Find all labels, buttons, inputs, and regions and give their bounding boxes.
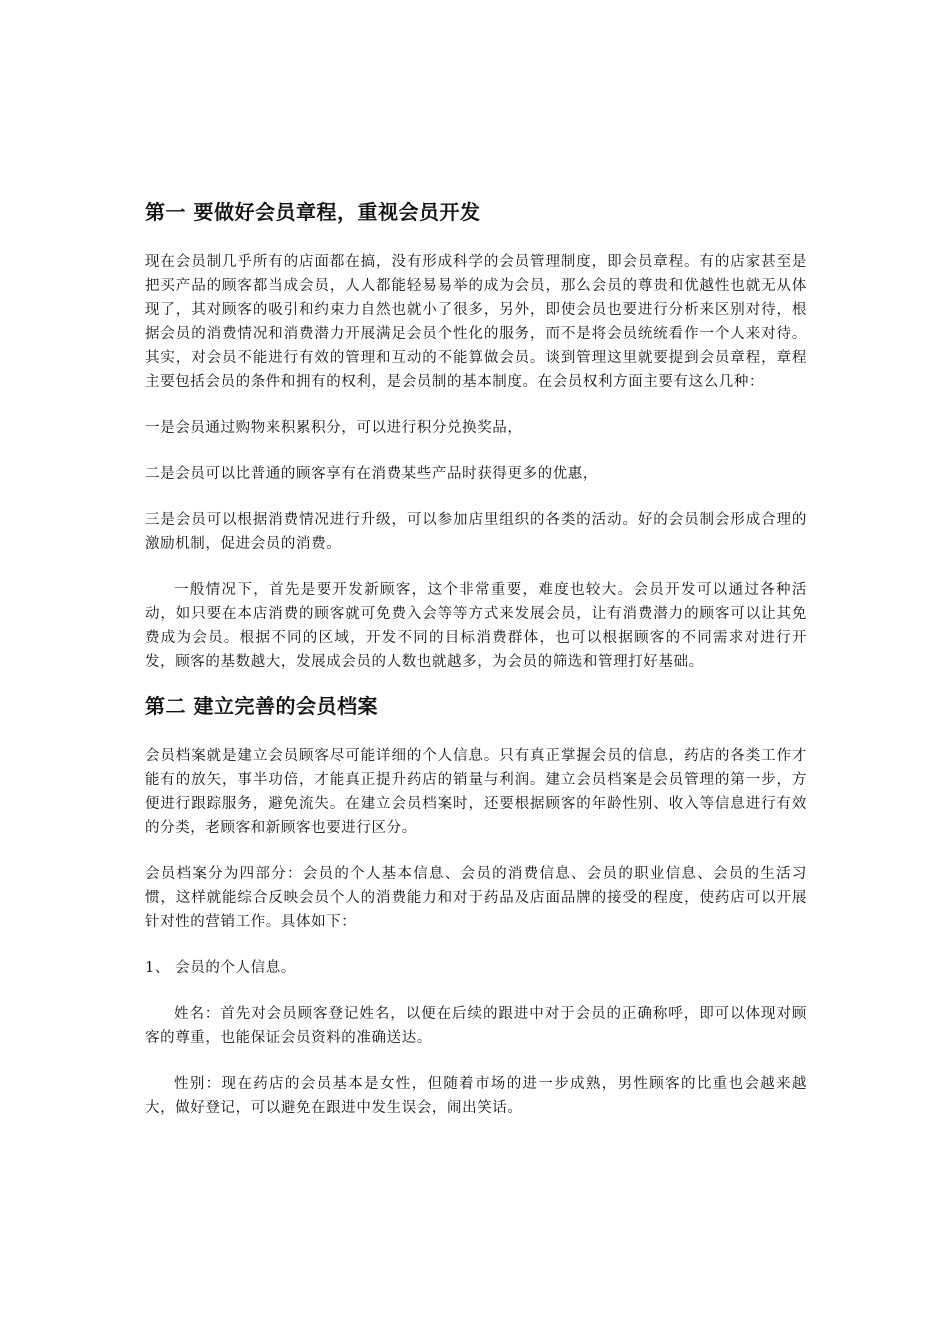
section-2-heading: 第二 建立完善的会员档案 [145,694,378,718]
section-2-paragraph-name: 姓名：首先对会员顾客登记姓名，以便在后续的跟进中对于会员的正确称呼，即可以体现对顾客的尊重，也能保证会员资料的准确送达。 [145,1006,807,1046]
section-1-heading: 第一 要做好会员章程，重视会员开发 [145,200,481,224]
section-1-right-1: 一是会员通过购物来积累积分，可以进行积分兑换奖品， [145,420,523,436]
section-1-paragraph-intro: 现在会员制几乎所有的店面都在搞，没有形成科学的会员管理制度，即会员章程。有的店家甚至是把买产品的顾客都当成会员，人人都能轻易易举的成为会员，那么会员的尊贵和优越性也就无从体现了，其对顾客的吸引和约束力自然也就小了很多，另外，即使会员也要进行分析来区别对待，根据会员的消费情况和消费潜力开展满足会员个性化的服务，而不是将会员统统看作一个人来对待。其实，对会员不能进行有效的管理和互动的不能算做会员。谈到管理这里就要提到会员章程，章程主要包括会员的条件和拥有的权利，是会员制的基本制度。在会员权利方面主要有这么几种： [145,254,807,390]
section-1-right-3: 三是会员可以根据消费情况进行升级，可以参加店里组织的各类的活动。好的会员制会形成合理的激励机制，促进会员的消费。 [145,512,807,552]
section-1-right-2: 二是会员可以比普通的顾客享有在消费某些产品时获得更多的优惠， [145,466,598,482]
section-2-list-item-1: 1、 会员的个人信息。 [145,960,296,976]
section-2-paragraph-parts: 会员档案分为四部分：会员的个人基本信息、会员的消费信息、会员的职业信息、会员的生活习惯，这样就能综合反映会员个人的消费能力和对于药品及店面品牌的接受的程度，使药店可以开展针对性的营销工作。具体如下： [145,866,807,930]
section-1-paragraph-development: 一般情况下，首先是要开发新顾客，这个非常重要，难度也较大。会员开发可以通过各种活动，如只要在本店消费的顾客就可免费入会等等方式来发展会员，让有消费潜力的顾客可以让其免费成为会员。根据不同的区域，开发不同的目标消费群体，也可以根据顾客的不同需求对进行开发，顾客的基数越大，发展成会员的人数也就越多，为会员的筛选和管理打好基础。 [145,582,807,670]
section-2-paragraph-intro: 会员档案就是建立会员顾客尽可能详细的个人信息。只有真正掌握会员的信息，药店的各类工作才能有的放矢，事半功倍，才能真正提升药店的销量与利润。建立会员档案是会员管理的第一步，方便进行跟踪服务，避免流失。在建立会员档案时，还要根据顾客的年龄性别、收入等信息进行有效的分类，老顾客和新顾客也要进行区分。 [145,748,807,836]
document-page [145,196,807,1120]
section-2-paragraph-gender: 性别：现在药店的会员基本是女性，但随着市场的进一步成熟，男性顾客的比重也会越来越大，做好登记，可以避免在跟进中发生误会，闹出笑话。 [145,1076,807,1116]
